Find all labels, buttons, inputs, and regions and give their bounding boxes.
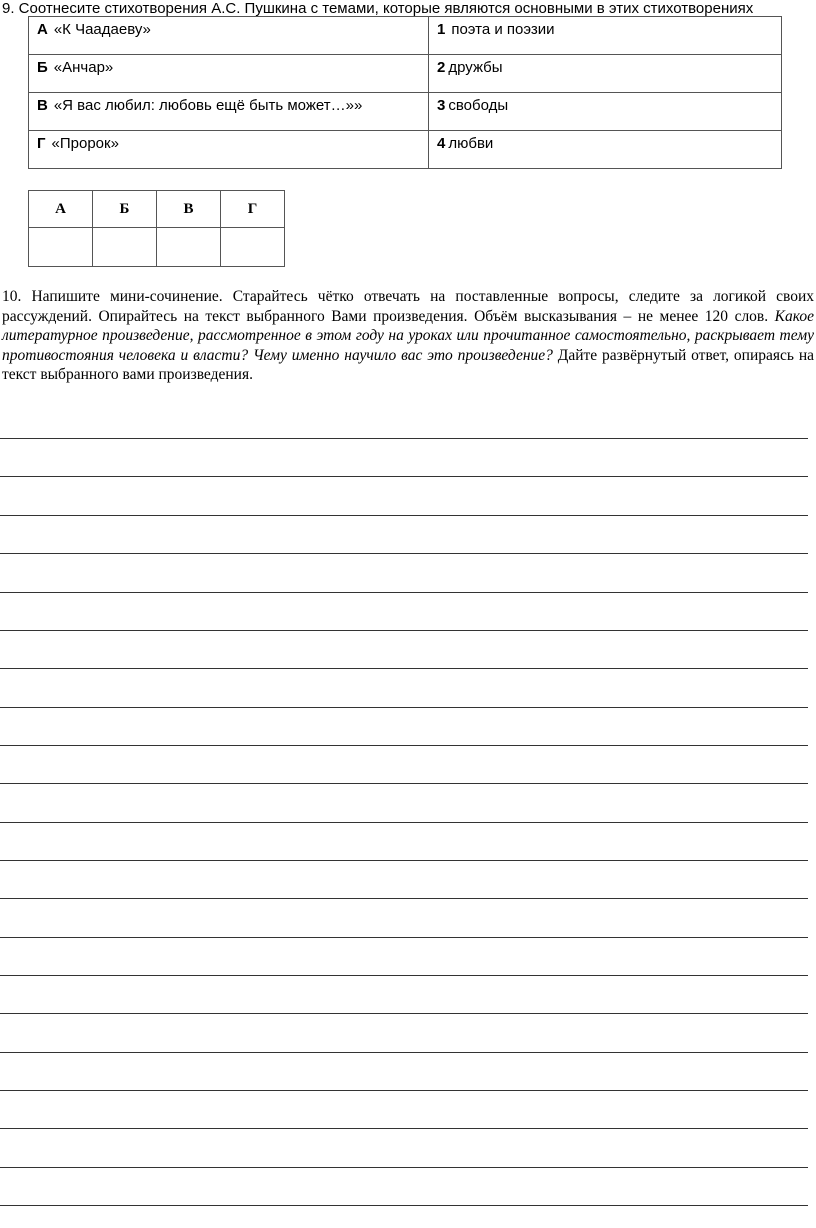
writing-line[interactable] (0, 745, 808, 746)
writing-line[interactable] (0, 515, 808, 516)
writing-line[interactable] (0, 630, 808, 631)
writing-line[interactable] (0, 783, 808, 784)
task-9-title: 9. Соотнесите стихотворения А.С. Пушкина с темами, которые являются основными в этих стихотворениях (2, 0, 754, 17)
writing-line[interactable] (0, 1090, 808, 1091)
writing-line[interactable] (0, 592, 808, 593)
writing-line[interactable] (0, 668, 808, 669)
theme-text: любви (448, 135, 494, 152)
poem-title: «Пророк» (51, 135, 119, 152)
writing-line[interactable] (0, 553, 808, 554)
theme-text: поэта и поэзии (451, 21, 555, 38)
writing-line[interactable] (0, 438, 808, 439)
poem-title: «Анчар» (53, 59, 114, 76)
writing-line[interactable] (0, 1052, 808, 1053)
theme-number: 4 (437, 135, 446, 152)
theme-text: свободы (448, 97, 509, 114)
theme-number: 3 (437, 97, 446, 114)
task-10-intro: 10. Напишите мини-сочинение. Старайтесь чётко отвечать на поставленные вопросы, следите за логикой своих рассуждений. Опирайтесь на текст выбранного Вами произведения. Объём высказывания – не менее 120 слов. (2, 288, 814, 325)
theme-number: 1 (437, 21, 446, 38)
writing-line[interactable] (0, 822, 808, 823)
poem-title: «К Чаадаеву» (53, 21, 151, 38)
task-10-instruction: Дайте развёрнутый ответ, опираясь на текст выбранного вами произведения. (2, 346, 815, 383)
task-10-question: Какое литературное произведение, рассмотренное в этом году на уроках или прочитанное самостоятельно, раскрывает тему противостояния человека и власти? Чему именно научило вас это произведение? (2, 307, 814, 364)
writing-line[interactable] (0, 898, 808, 899)
answer-header-b: Б (93, 191, 157, 228)
writing-line[interactable] (0, 1167, 808, 1168)
writing-line[interactable] (0, 860, 808, 861)
writing-line[interactable] (0, 975, 808, 976)
poem-letter: Г (37, 135, 46, 152)
writing-line[interactable] (0, 476, 808, 477)
poem-letter: А (37, 21, 48, 38)
poem-letter: В (37, 97, 48, 114)
theme-text: дружбы (448, 59, 503, 76)
writing-line[interactable] (0, 707, 808, 708)
writing-line[interactable] (0, 1013, 808, 1014)
poem-title: «Я вас любил: любовь ещё быть может…»» (53, 97, 363, 114)
poem-letter: Б (37, 59, 48, 76)
writing-line[interactable] (0, 937, 808, 938)
answer-header-a: А (29, 191, 93, 228)
answer-header-g: Г (221, 191, 285, 228)
answer-header-v: В (157, 191, 221, 228)
writing-line[interactable] (0, 1205, 808, 1206)
theme-number: 2 (437, 59, 446, 76)
writing-line[interactable] (0, 1128, 808, 1129)
